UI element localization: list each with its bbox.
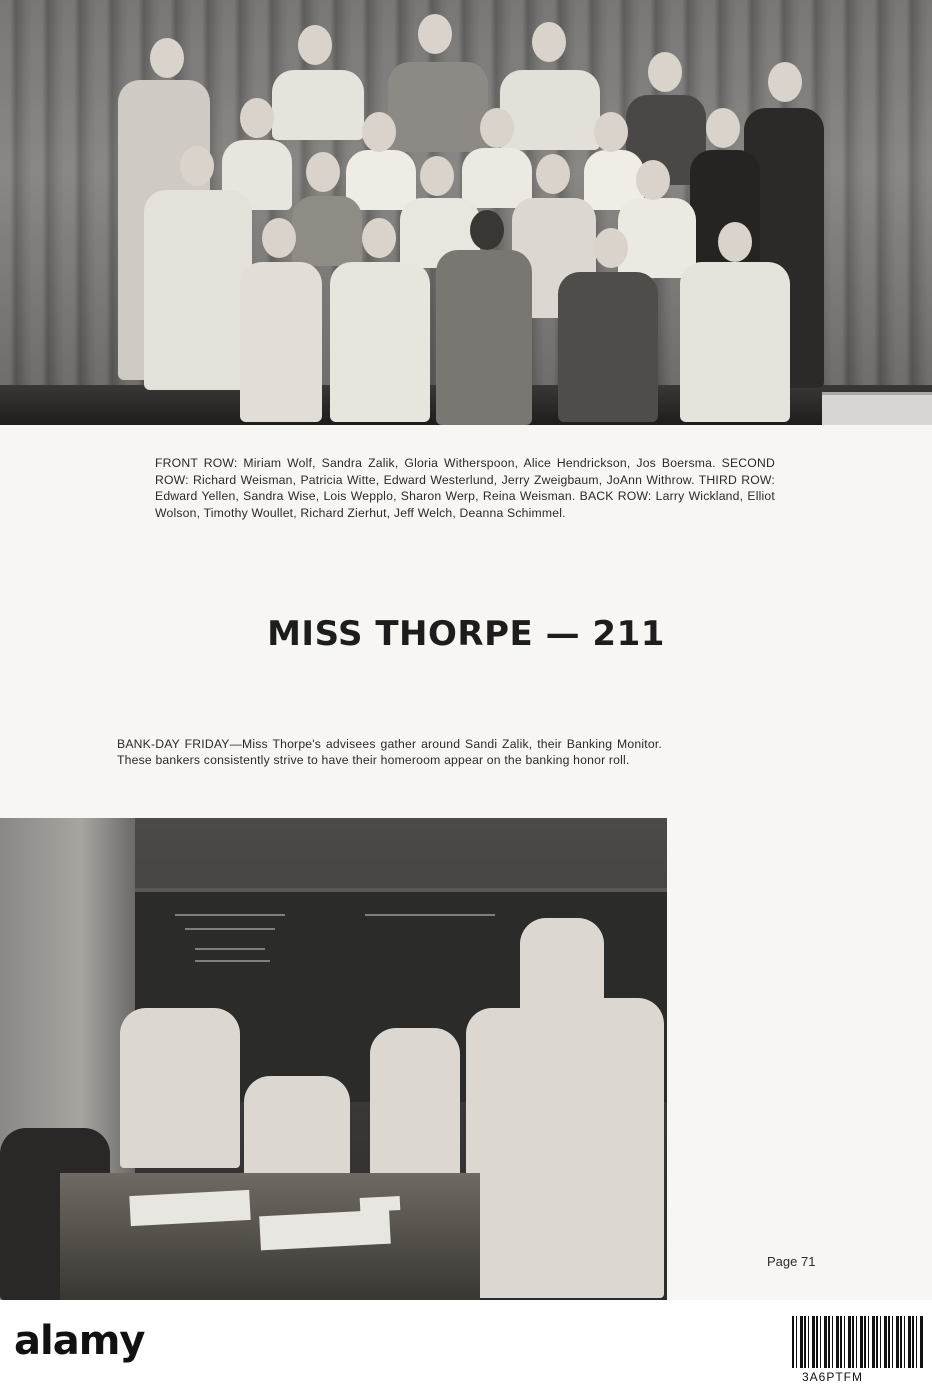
student-head [420, 156, 454, 196]
chalk-writing [195, 960, 270, 962]
chalk-writing [365, 914, 495, 916]
chalk-writing [195, 948, 265, 950]
barcode-icon [792, 1316, 924, 1368]
student-head [240, 98, 274, 138]
student-head [298, 25, 332, 65]
student-figure [244, 1076, 350, 1186]
student-figure [120, 1008, 240, 1168]
image-id: 3A6PTFM [802, 1370, 864, 1384]
student-head [418, 14, 452, 54]
student-head [180, 146, 214, 186]
student-head [262, 218, 296, 258]
student-head [362, 112, 396, 152]
student-head [536, 154, 570, 194]
student-head [706, 108, 740, 148]
student-figure [292, 196, 362, 266]
student-head [470, 210, 504, 250]
group-photo-caption: FRONT ROW: Miriam Wolf, Sandra Zalik, Gloria Witherspoon, Alice Hendrickson, Jos Boersma. SECOND ROW: Richard Weisman, Patricia Witte, Edward Westerlund, Jerry Zweigbaum, JoAnn Withrow. THIRD ROW: Edward Yellen, Sandra Wise, Lois Wepplo, Sharon Werp, Reina Weisman. BACK ROW: Larry Wickland, Elliot Wolson, Timothy Woullet, Richard Zierhut, Jeff Welch, Deanna Schimmel. [155, 456, 775, 520]
classroom-photo-caption: BANK-DAY FRIDAY—Miss Thorpe's advisees gather around Sandi Zalik, their Banking Monitor. These bankers consistently strive to have their homeroom appear on the banking honor roll. [117, 737, 662, 768]
student-figure [618, 198, 696, 278]
group-photo [0, 0, 932, 425]
student-figure [558, 272, 658, 422]
desk-paper [259, 1210, 391, 1251]
student-head [150, 38, 184, 78]
stage-box [822, 392, 932, 425]
desk-paper [360, 1196, 401, 1212]
student-figure [144, 190, 252, 390]
student-figure [330, 262, 430, 422]
student-figure [436, 250, 532, 425]
classroom-photo [0, 818, 667, 1300]
student-head [636, 160, 670, 200]
student-head [594, 112, 628, 152]
student-head [306, 152, 340, 192]
page-number: Page 71 [767, 1254, 816, 1269]
student-head [362, 218, 396, 258]
student-figure [346, 150, 416, 210]
student-figure [500, 70, 600, 150]
student-head [768, 62, 802, 102]
student-head [648, 52, 682, 92]
student-figure [370, 1028, 460, 1178]
student-head [532, 22, 566, 62]
student-head [594, 228, 628, 268]
student-head [718, 222, 752, 262]
student-figure [680, 262, 790, 422]
watermark-logo: alamy [14, 1318, 145, 1364]
chalk-writing [185, 928, 275, 930]
teacher-desk [60, 1173, 480, 1300]
student-figure [240, 262, 322, 422]
page-title: MISS THORPE — 211 [267, 614, 665, 654]
student-figure [548, 998, 664, 1298]
chalk-writing [175, 914, 285, 916]
student-figure [388, 62, 488, 152]
student-head [480, 108, 514, 148]
student-figure [462, 148, 532, 208]
student-figure [272, 70, 364, 140]
desk-paper [129, 1190, 250, 1226]
